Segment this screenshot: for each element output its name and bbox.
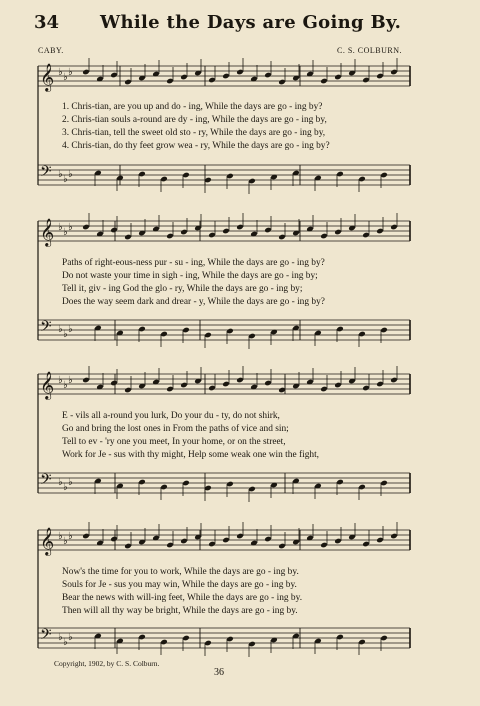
lyric-line: 1. Chris-tian, are you up and do - ing, While the days are go - ing by? (62, 102, 323, 112)
composer-credit: C. S. COLBURN. (336, 46, 402, 55)
flat-icon: ♭ (68, 477, 73, 488)
flat-icon: ♭ (68, 169, 73, 180)
flat-icon: ♭ (63, 380, 68, 391)
bass-clef-icon: 𝄢 (40, 318, 52, 339)
lyric-line: Tell to ev - 'ry one you meet, In your home, or on the street, (62, 437, 286, 447)
lyric-line: Bear the news with will-ing feet, While the days are go - ing by. (62, 593, 303, 603)
flat-icon: ♭ (68, 531, 73, 542)
flat-icon: ♭ (63, 72, 68, 83)
treble-clef-icon: 𝄞 (40, 527, 55, 555)
lyric-line: 2. Chris-tian souls a-round are dy - ing, While the days are go - ing by, (62, 115, 327, 125)
lyric-line: Do not waste your time in sigh - ing, While the days are go - ing by; (62, 271, 318, 281)
bass-clef-icon: 𝄢 (40, 471, 52, 492)
flat-icon: ♭ (63, 637, 68, 648)
flat-icon: ♭ (58, 531, 63, 542)
lyricist-credit: CABY. (38, 46, 64, 55)
bass-clef-icon: 𝄢 (40, 163, 52, 184)
lyric-line: Go and bring the lost ones in From the paths of vice and sin; (62, 424, 289, 434)
flat-icon: ♭ (58, 169, 63, 180)
hymn-number: 34 (34, 12, 60, 33)
page-number: 36 (214, 667, 224, 678)
flat-icon: ♭ (68, 222, 73, 233)
hymn-title: While the Days are Going By. (100, 12, 402, 33)
flat-icon: ♭ (68, 67, 73, 78)
flat-icon: ♭ (58, 477, 63, 488)
flat-icon: ♭ (63, 174, 68, 185)
flat-icon: ♭ (58, 375, 63, 386)
flat-icon: ♭ (58, 324, 63, 335)
copyright-notice: Copyright, 1902, by C. S. Colburn. (54, 659, 160, 668)
lyric-line: Paths of right-eous-ness pur - su - ing, While the days are go - ing by? (62, 258, 325, 268)
lyric-line: Tell it, giv - ing God the glo - ry, While the days are go - ing by; (62, 284, 303, 294)
lyric-line: 4. Chris-tian, do thy feet grow wea - ry, While the days are go - ing by? (62, 141, 330, 151)
lyric-line: Work for Je - sus with thy might, Help some weak one win the fight, (62, 450, 320, 460)
bass-clef-icon: 𝄢 (40, 626, 52, 647)
lyric-line: Does the way seem dark and drear - y, While the days are go - ing by? (62, 297, 325, 307)
lyric-line: Souls for Je - sus you may win, While the days are go - ing by. (62, 580, 297, 590)
treble-clef-icon: 𝄞 (40, 63, 55, 91)
flat-icon: ♭ (68, 632, 73, 643)
treble-clef-icon: 𝄞 (40, 371, 55, 399)
lyric-line: Now's the time for you to work, While the days are go - ing by. (62, 567, 299, 577)
treble-clef-icon: 𝄞 (40, 218, 55, 246)
lyric-line: E - vils all a-round you lurk, Do your du - ty, do not shirk, (62, 411, 280, 421)
flat-icon: ♭ (63, 482, 68, 493)
flat-icon: ♭ (58, 67, 63, 78)
flat-icon: ♭ (68, 324, 73, 335)
flat-icon: ♭ (63, 227, 68, 238)
lyric-line: Then will all thy way be bright, While the days are go - ing by. (62, 606, 298, 616)
flat-icon: ♭ (58, 222, 63, 233)
lyric-line: 3. Chris-tian, tell the sweet old sto - ry, While the days are go - ing by, (62, 128, 326, 138)
flat-icon: ♭ (68, 375, 73, 386)
flat-icon: ♭ (63, 329, 68, 340)
flat-icon: ♭ (58, 632, 63, 643)
flat-icon: ♭ (63, 536, 68, 547)
